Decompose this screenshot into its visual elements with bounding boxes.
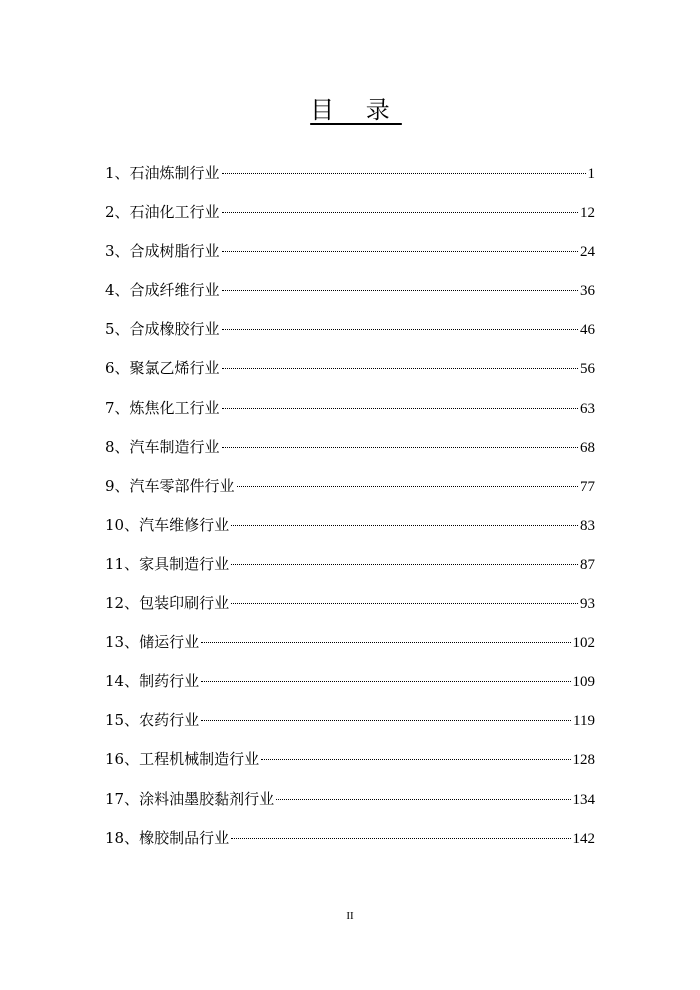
toc-entry-page: 142 — [572, 830, 595, 847]
toc-entry-label: 9、汽车零部件行业 — [105, 476, 235, 495]
toc-entry[interactable] — [105, 162, 595, 201]
toc-entry-label: 3、合成树脂行业 — [105, 242, 220, 261]
toc-entry-page: 83 — [580, 517, 595, 534]
toc-entry-label: 14、制药行业 — [105, 672, 200, 691]
toc-entry-label: 6、聚氯乙烯行业 — [105, 359, 220, 378]
toc-entry-page: 24 — [580, 244, 595, 261]
dot-leader — [222, 173, 586, 174]
dot-leader — [231, 603, 578, 604]
toc-entry[interactable] — [105, 592, 595, 631]
toc-entry-label: 8、汽车制造行业 — [105, 437, 220, 456]
dot-leader — [231, 525, 578, 526]
toc-entry-page: 1 — [587, 166, 595, 182]
toc-entry-label: 4、合成纤维行业 — [105, 281, 220, 300]
dot-leader — [222, 290, 578, 291]
page-title: 目 录 — [310, 96, 402, 124]
dot-leader — [261, 759, 570, 760]
toc-entry[interactable] — [105, 357, 595, 396]
toc-entry-label: 11、家具制造行业 — [105, 554, 230, 573]
toc-entry-label: 7、炼焦化工行业 — [105, 398, 220, 417]
toc-entry-label: 12、包装印刷行业 — [105, 594, 230, 613]
toc-entry-page: 134 — [572, 791, 595, 808]
toc-entry-page: 128 — [572, 752, 595, 769]
toc-entry[interactable] — [105, 709, 595, 748]
toc-entry-label: 15、农药行业 — [105, 711, 200, 730]
toc-entry-page: 36 — [580, 283, 595, 300]
toc-entry[interactable] — [105, 318, 595, 357]
dot-leader — [231, 564, 578, 565]
toc-entry-label: 10、汽车维修行业 — [105, 515, 230, 534]
dot-leader — [222, 329, 578, 330]
toc-entry[interactable] — [105, 436, 595, 475]
toc-entry[interactable] — [105, 631, 595, 670]
dot-leader — [222, 251, 578, 252]
toc-entry[interactable] — [105, 514, 595, 553]
page-number-footer: II — [346, 910, 354, 922]
dot-leader — [201, 720, 571, 721]
toc-entry[interactable] — [105, 748, 595, 787]
toc-entry-label: 13、储运行业 — [105, 633, 200, 652]
toc-entry[interactable] — [105, 788, 595, 827]
toc-entry-page: 12 — [580, 205, 595, 222]
toc-entry[interactable] — [105, 475, 595, 514]
toc-entry-page: 109 — [572, 674, 595, 691]
dot-leader — [222, 368, 578, 369]
toc-entry[interactable] — [105, 553, 595, 592]
dot-leader — [201, 681, 570, 682]
toc-entry-label: 16、工程机械制造行业 — [105, 750, 260, 769]
dot-leader — [222, 212, 578, 213]
toc-entry-label: 5、合成橡胶行业 — [105, 320, 220, 339]
table-of-contents — [105, 162, 595, 866]
toc-entry-page: 63 — [580, 400, 595, 417]
toc-entry[interactable] — [105, 240, 595, 279]
toc-entry-page: 46 — [580, 322, 595, 339]
toc-entry-label: 17、涂料油墨胶黏剂行业 — [105, 789, 275, 808]
toc-entry-label: 2、石油化工行业 — [105, 203, 220, 222]
toc-entry[interactable] — [105, 827, 595, 866]
dot-leader — [231, 838, 570, 839]
dot-leader — [276, 799, 570, 800]
toc-entry-page: 102 — [572, 635, 595, 652]
dot-leader — [201, 642, 570, 643]
toc-entry-page: 87 — [580, 556, 595, 573]
toc-entry-page: 68 — [580, 439, 595, 456]
dot-leader — [222, 408, 578, 409]
dot-leader — [237, 486, 578, 487]
toc-entry[interactable] — [105, 201, 595, 240]
toc-entry-label: 1、石油炼制行业 — [105, 164, 220, 182]
toc-entry-page: 93 — [580, 596, 595, 613]
toc-entry-page: 77 — [580, 478, 595, 495]
toc-entry-page: 119 — [573, 713, 595, 730]
dot-leader — [222, 447, 578, 448]
toc-entry[interactable] — [105, 397, 595, 436]
toc-entry-page: 56 — [580, 361, 595, 378]
toc-entry[interactable] — [105, 279, 595, 318]
toc-entry[interactable] — [105, 670, 595, 709]
toc-entry-label: 18、橡胶制品行业 — [105, 828, 230, 847]
